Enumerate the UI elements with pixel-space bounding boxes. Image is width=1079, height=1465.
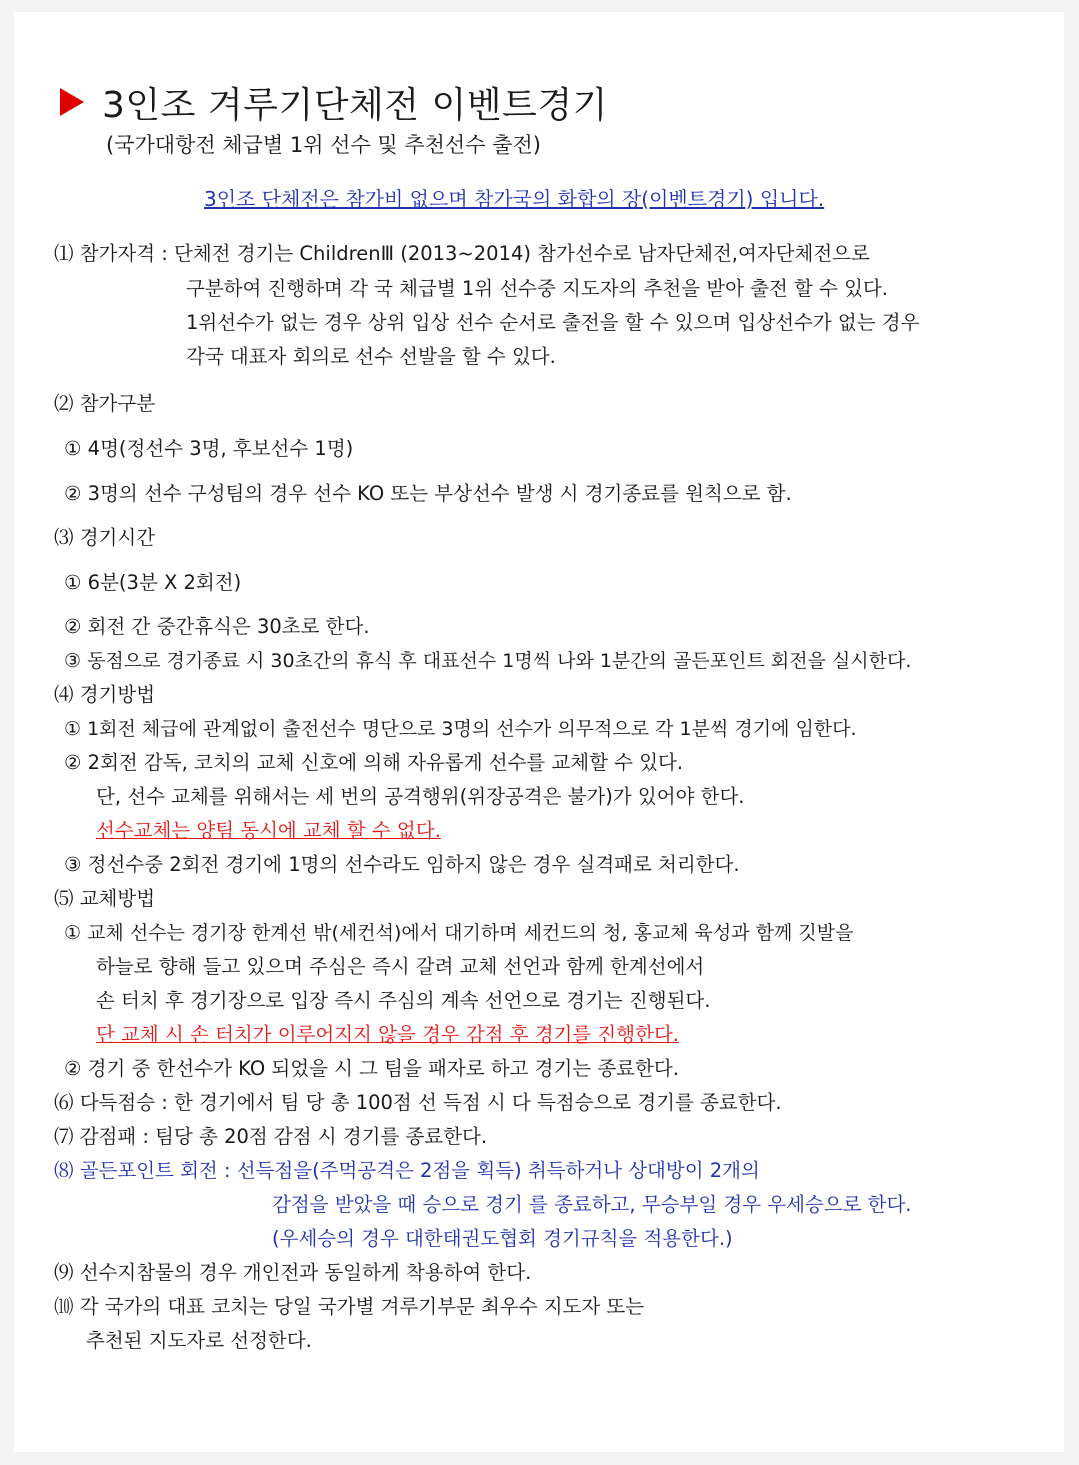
section-1-line: 1위선수가 없는 경우 상위 입상 선수 순서로 출전을 할 수 있으며 입상선수가 없는 경우 xyxy=(186,311,920,334)
section-2-item: ② 3명의 선수 구성팀의 경우 선수 KO 또는 부상선수 발생 시 경기종료를 원칙으로 함. xyxy=(64,482,792,505)
section-9-line: ⑼ 선수지참물의 경우 개인전과 동일하게 착용하여 한다. xyxy=(54,1261,532,1284)
document-title: 3인조 겨루기단체전 이벤트경기 xyxy=(102,84,608,126)
section-3-item: ② 회전 간 중간휴식은 30초로 한다. xyxy=(64,615,370,638)
section-3-item: ① 6분(3분 X 2회전) xyxy=(64,571,242,594)
section-10-line: 추천된 지도자로 선정한다. xyxy=(86,1329,312,1352)
title-row xyxy=(60,72,608,132)
section-8-line: ⑻ 골든포인트 회전 : 선득점을(주먹공격은 2점을 획득) 취득하거나 상대방이 2개의 xyxy=(54,1159,760,1182)
section-4-heading: ⑷ 경기방법 xyxy=(54,683,156,706)
section-4-item-continued: 단, 선수 교체를 위해서는 세 번의 공격행위(위장공격은 불가)가 있어야 한다. xyxy=(96,785,745,808)
section-5-item: ② 경기 중 한선수가 KO 되었을 시 그 팀을 패자로 하고 경기는 종료한다. xyxy=(64,1057,679,1080)
section-1-line: 각국 대표자 회의로 선수 선발을 할 수 있다. xyxy=(186,345,556,368)
section-8-line: 감점을 받았을 때 승으로 경기 를 종료하고, 무승부일 경우 우세승으로 한다. xyxy=(272,1193,912,1216)
section-2-heading: ⑵ 참가구분 xyxy=(54,392,156,415)
warning-text: 선수교체는 양팀 동시에 교체 할 수 없다. xyxy=(96,819,441,842)
notice-text: 3인조 단체전은 참가비 없으며 참가국의 화합의 장(이벤트경기) 입니다. xyxy=(204,187,825,211)
document-page xyxy=(14,12,1064,1452)
section-4-item: ③ 정선수중 2회전 경기에 1명의 선수라도 임하지 않은 경우 실격패로 처리한다. xyxy=(64,853,740,876)
red-triangle-bullet-icon xyxy=(60,88,84,116)
section-7-line: ⑺ 감점패 : 팀당 총 20점 감점 시 경기를 종료한다. xyxy=(54,1125,488,1148)
section-4-item: ① 1회전 체급에 관계없이 출전선수 명단으로 3명의 선수가 의무적으로 각 1분씩 경기에 임한다. xyxy=(64,718,857,740)
section-6-line: ⑹ 다득점승 : 한 경기에서 팀 당 총 100점 선 득점 시 다 득점승으로 경기를 종료한다. xyxy=(54,1091,782,1114)
section-5-item: ① 교체 선수는 경기장 한계선 밖(세컨석)에서 대기하며 세컨드의 청, 홍교체 육성과 함께 깃발을 xyxy=(64,922,854,944)
section-4-item: ② 2회전 감독, 코치의 교체 신호에 의해 자유롭게 선수를 교체할 수 있다. xyxy=(64,751,684,774)
document-subtitle: (국가대항전 체급별 1위 선수 및 추천선수 출전) xyxy=(106,133,541,157)
section-2-item: ① 4명(정선수 3명, 후보선수 1명) xyxy=(64,437,354,460)
warning-text: 단 교체 시 손 터치가 이루어지지 않을 경우 감점 후 경기를 진행한다. xyxy=(96,1023,679,1046)
section-1-line: ⑴ 참가자격 : 단체전 경기는 ChildrenⅢ (2013~2014) 참가선수로 남자단체전,여자단체전으로 xyxy=(54,242,870,265)
section-5-heading: ⑸ 교체방법 xyxy=(54,887,156,910)
section-3-heading: ⑶ 경기시간 xyxy=(54,526,156,549)
section-5-item-continued: 하늘로 향해 들고 있으며 주심은 즉시 갈려 교체 선언과 함께 한계선에서 xyxy=(96,955,705,978)
section-1-line: 구분하여 진행하며 각 국 체급별 1위 선수중 지도자의 추천을 받아 출전 할 수 있다. xyxy=(186,277,888,300)
section-5-item-continued: 손 터치 후 경기장으로 입장 즉시 주심의 계속 선언으로 경기는 진행된다. xyxy=(96,989,711,1012)
section-10-line: ⑽ 각 국가의 대표 코치는 당일 국가별 겨루기부문 최우수 지도자 또는 xyxy=(54,1295,645,1318)
section-3-item: ③ 동점으로 경기종료 시 30초간의 휴식 후 대표선수 1명씩 나와 1분간의 골든포인트 회전을 실시한다. xyxy=(64,650,912,672)
section-8-line: (우세승의 경우 대한태권도협회 경기규칙을 적용한다.) xyxy=(272,1227,733,1250)
